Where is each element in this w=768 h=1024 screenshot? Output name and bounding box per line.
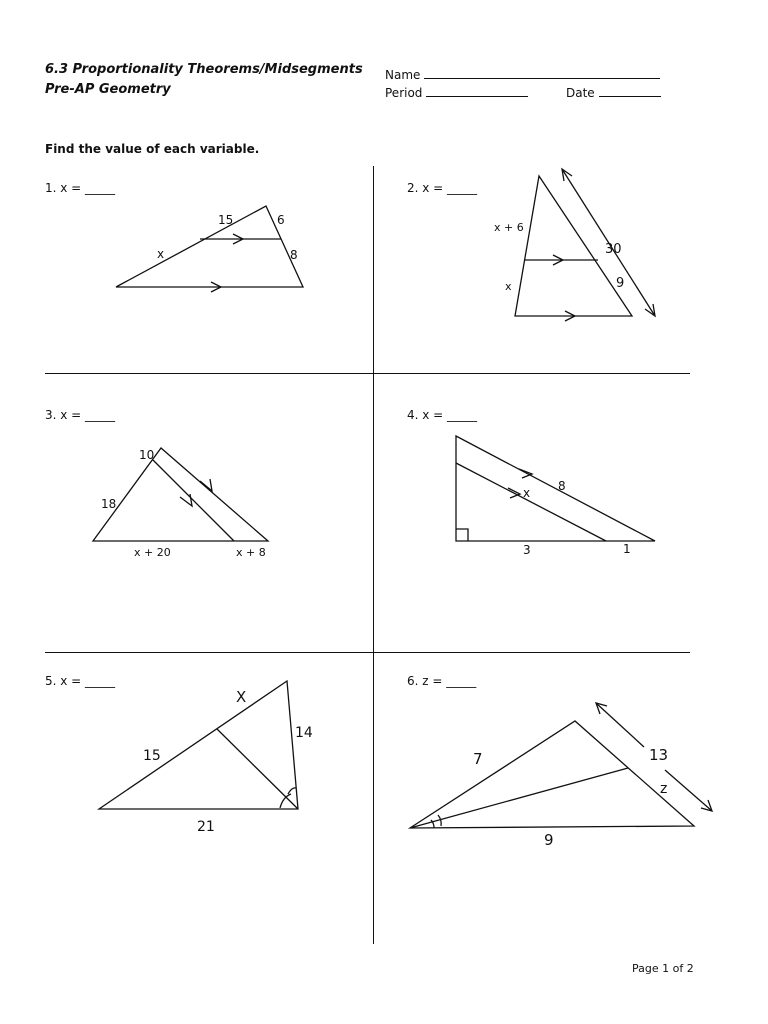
p5-angle-mark-2-icon xyxy=(288,788,296,794)
problem-5-figure xyxy=(99,681,298,809)
p6-label-z: z xyxy=(660,781,668,797)
problem-6-figure xyxy=(410,703,712,828)
p6-label-9: 9 xyxy=(544,831,554,849)
p4-label-x: x xyxy=(523,486,531,500)
worksheet-title: 6.3 Proportionality Theorems/Midsegments xyxy=(45,62,363,77)
p6-measure-line-upper xyxy=(596,703,644,747)
p4-label-8: 8 xyxy=(558,479,566,493)
p2-measure-arrowhead-top-icon xyxy=(562,169,572,181)
p5-label-14: 14 xyxy=(295,725,313,741)
p3-label-10: 10 xyxy=(139,448,155,462)
course-subtitle: Pre-AP Geometry xyxy=(45,82,171,97)
p1-triangle xyxy=(116,206,303,287)
problem-2-prompt[interactable]: 2. x = _____ xyxy=(407,181,478,195)
p2-label-x: x xyxy=(505,280,512,293)
problem-3-figure xyxy=(93,448,268,541)
p3-side-arrow-icon xyxy=(200,479,212,491)
p1-label-6: 6 xyxy=(277,213,285,227)
p6-angle-bisector xyxy=(410,768,628,828)
p1-label-15: 15 xyxy=(218,213,234,227)
p5-label-21: 21 xyxy=(197,819,215,835)
p1-label-x: x xyxy=(157,247,165,261)
p4-right-triangle xyxy=(456,436,655,541)
page-number: Page 1 of 2 xyxy=(632,962,694,975)
p1-label-8: 8 xyxy=(290,248,298,262)
problem-4-figure xyxy=(456,436,655,541)
instructions: Find the value of each variable. xyxy=(45,142,260,156)
p3-triangle xyxy=(93,448,268,541)
problem-1-figure xyxy=(116,206,303,292)
p6-measure-line-lower xyxy=(665,770,712,811)
problem-3-prompt[interactable]: 3. x = _____ xyxy=(45,408,116,422)
p3-inner-arrow-icon xyxy=(180,494,192,506)
date-label: Date xyxy=(566,86,595,100)
problem-2-figure xyxy=(515,169,655,321)
name-label: Name xyxy=(385,68,421,82)
p2-label-30: 30 xyxy=(605,242,622,257)
p5-label-X: X xyxy=(236,688,247,706)
p6-label-13: 13 xyxy=(649,746,669,764)
p2-measure-arrowhead-bottom-icon xyxy=(645,304,655,316)
p4-hypotenuse-arrow-icon xyxy=(519,469,532,478)
period-label: Period xyxy=(385,86,423,100)
p3-label-x-plus-8: x + 8 xyxy=(236,546,266,559)
problem-1-prompt[interactable]: 1. x = _____ xyxy=(45,181,116,195)
p4-right-angle-icon xyxy=(456,529,468,541)
p4-label-1: 1 xyxy=(623,542,631,556)
p5-triangle xyxy=(99,681,298,809)
problem-5-prompt[interactable]: 5. x = _____ xyxy=(45,674,116,688)
problem-4-prompt[interactable]: 4. x = _____ xyxy=(407,408,478,422)
p2-label-9: 9 xyxy=(616,276,625,291)
p4-label-3: 3 xyxy=(523,543,531,557)
problem-6-prompt[interactable]: 6. z = _____ xyxy=(407,674,477,688)
p6-label-7: 7 xyxy=(473,750,483,768)
p3-label-18: 18 xyxy=(101,497,117,511)
p3-label-x-plus-20: x + 20 xyxy=(134,546,171,559)
p5-label-15: 15 xyxy=(143,748,161,764)
p6-triangle xyxy=(410,721,694,828)
p2-label-x-plus-6: x + 6 xyxy=(494,221,524,234)
